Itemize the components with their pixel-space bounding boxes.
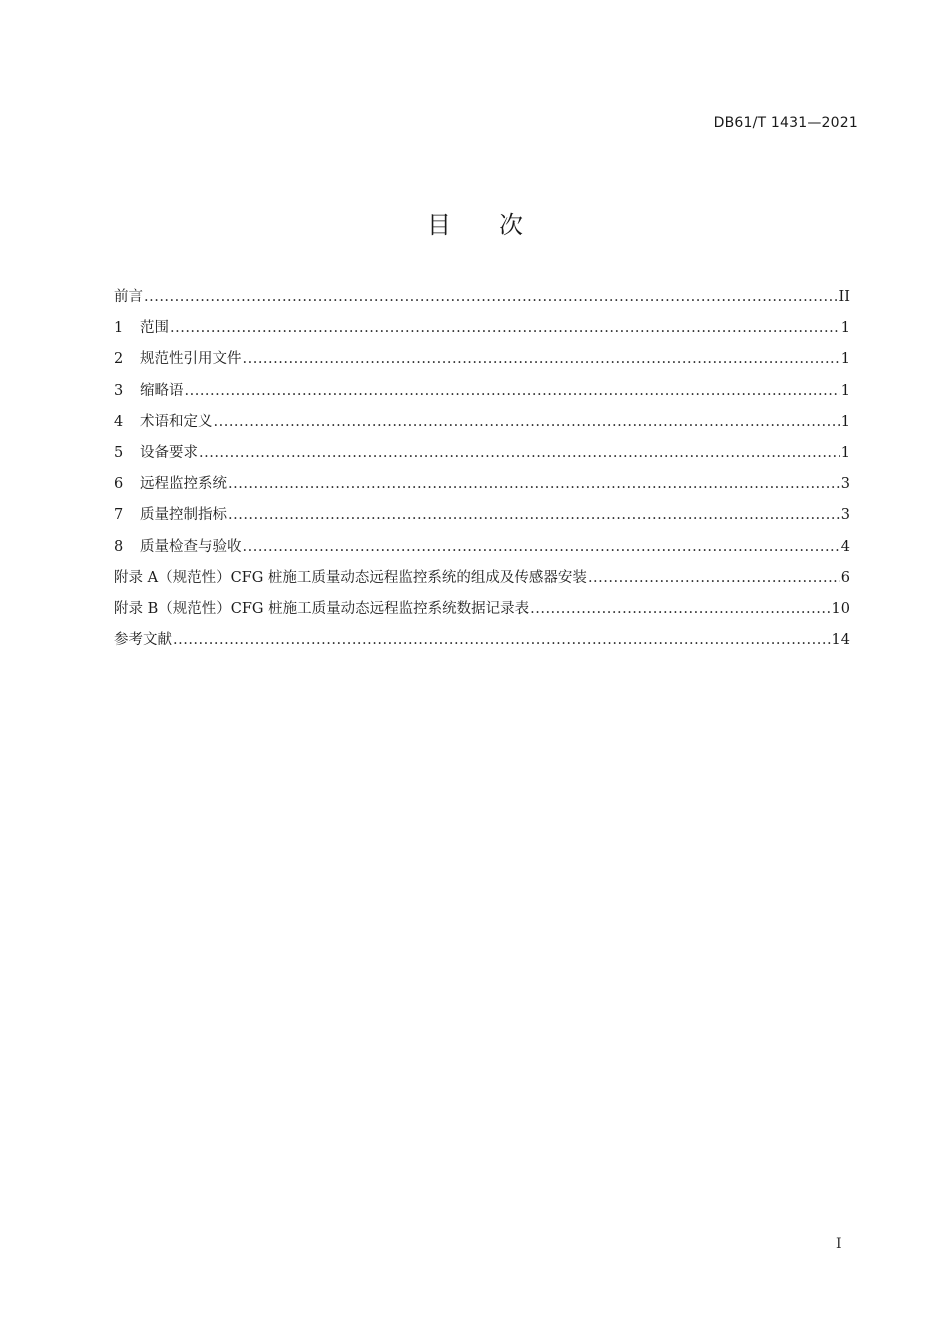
toc-leader-dots <box>170 318 840 338</box>
toc-entry-number: 1 <box>114 320 124 337</box>
toc-entry-label: 设备要求 <box>140 444 198 461</box>
toc-entry-number: 4 <box>114 413 124 430</box>
toc-entry-terms-definitions[interactable] <box>114 412 850 443</box>
toc-entry-label: 质量检查与验收 <box>140 538 242 555</box>
toc-leader-dots <box>185 381 840 401</box>
toc-entry-label: 术语和定义 <box>140 413 213 430</box>
toc-entry-page: 6 <box>840 569 850 586</box>
table-of-contents <box>114 287 850 661</box>
toc-entry-label: 参考文献 <box>114 632 172 649</box>
toc-entry-page: 1 <box>840 351 850 368</box>
toc-entry-page: 14 <box>831 632 850 649</box>
toc-entry-label: 缩略语 <box>140 382 184 399</box>
toc-leader-dots <box>214 412 840 432</box>
page-number: I <box>836 1236 842 1252</box>
toc-entry-number: 3 <box>114 382 124 399</box>
toc-entry-page: 1 <box>840 320 850 337</box>
toc-entry-abbreviations[interactable] <box>114 381 850 412</box>
toc-entry-number: 8 <box>114 538 124 555</box>
toc-entry-equipment-requirements[interactable] <box>114 443 850 474</box>
toc-entry-page: 1 <box>840 413 850 430</box>
toc-entry-page: 1 <box>840 382 850 399</box>
toc-leader-dots <box>243 537 840 557</box>
toc-entry-number: 7 <box>114 507 124 524</box>
toc-entry-inspection-acceptance[interactable] <box>114 537 850 568</box>
toc-entry-foreword[interactable] <box>114 287 850 318</box>
toc-entry-number: 6 <box>114 476 124 493</box>
toc-entry-label: 附录 B（规范性）CFG 桩施工质量动态远程监控系统数据记录表 <box>114 600 530 617</box>
toc-leader-dots <box>588 568 840 588</box>
toc-title: 目次 <box>427 211 571 239</box>
toc-leader-dots <box>144 287 838 307</box>
toc-entry-page: 3 <box>840 507 850 524</box>
document-code: DB61/T 1431—2021 <box>713 115 858 131</box>
toc-entry-label: 附录 A（规范性）CFG 桩施工质量动态远程监控系统的组成及传感器安装 <box>114 569 587 586</box>
toc-leader-dots <box>228 474 840 494</box>
toc-entry-bibliography[interactable] <box>114 630 850 661</box>
toc-entry-label: 前言 <box>114 289 143 305</box>
toc-entry-quality-indicators[interactable] <box>114 505 850 536</box>
toc-entry-normative-references[interactable] <box>114 349 850 380</box>
toc-entry-page: 4 <box>840 538 850 555</box>
toc-entry-label: 远程监控系统 <box>140 476 227 493</box>
toc-entry-page: II <box>838 289 850 305</box>
toc-leader-dots <box>199 443 840 463</box>
toc-entry-page: 3 <box>840 476 850 493</box>
toc-entry-appendix-a[interactable] <box>114 568 850 599</box>
toc-entry-label: 规范性引用文件 <box>140 351 242 368</box>
toc-entry-number: 5 <box>114 444 124 461</box>
toc-entry-page: 1 <box>840 444 850 461</box>
toc-leader-dots <box>228 505 840 525</box>
toc-leader-dots <box>243 349 840 369</box>
toc-entry-scope[interactable] <box>114 318 850 349</box>
toc-entry-appendix-b[interactable] <box>114 599 850 630</box>
toc-entry-page: 10 <box>831 600 850 617</box>
toc-entry-remote-monitoring[interactable] <box>114 474 850 505</box>
toc-entry-label: 质量控制指标 <box>140 507 227 524</box>
toc-leader-dots <box>173 630 831 650</box>
toc-leader-dots <box>530 599 830 619</box>
toc-entry-label: 范围 <box>140 320 169 337</box>
toc-entry-number: 2 <box>114 351 124 368</box>
